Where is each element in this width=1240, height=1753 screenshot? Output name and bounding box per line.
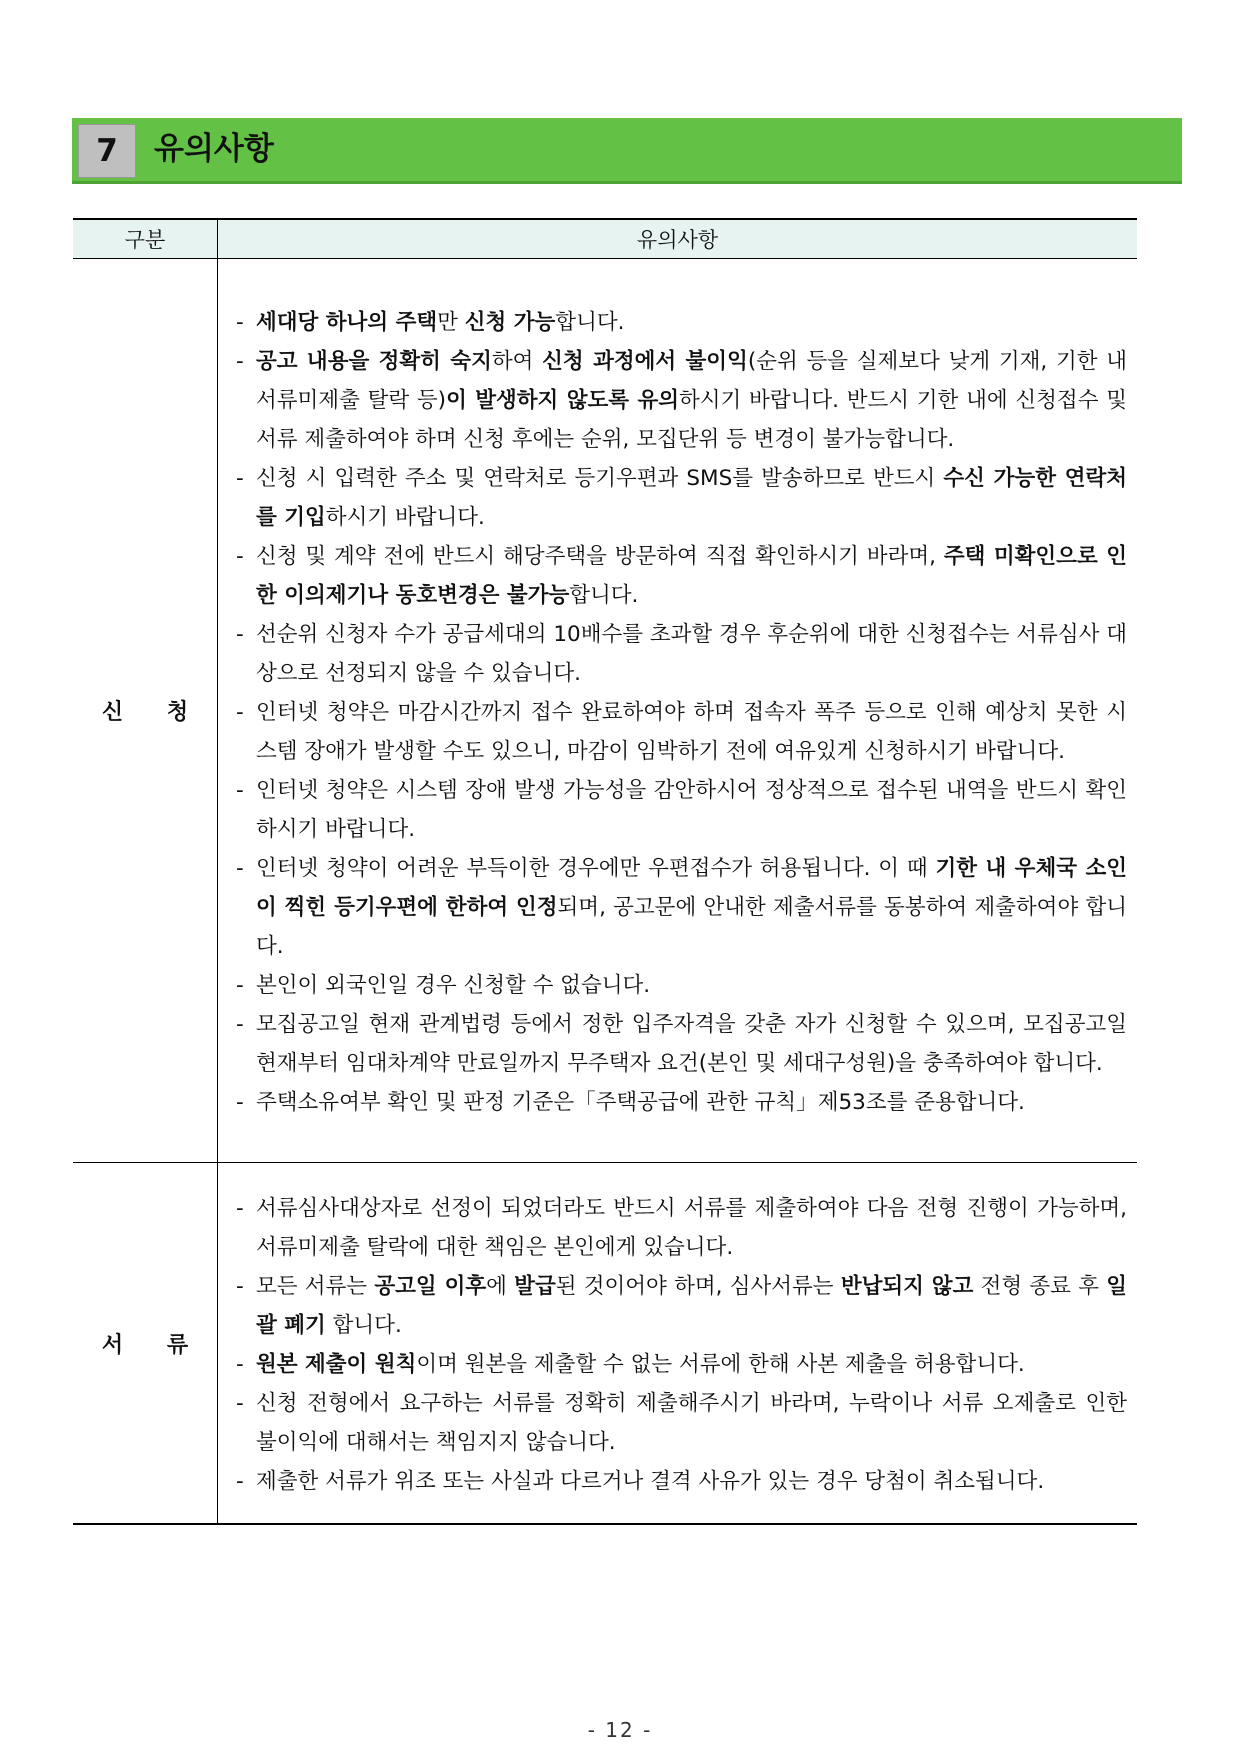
list-item	[228, 771, 1127, 849]
list-item	[228, 1267, 1127, 1345]
note-text: 인터넷 청약이 어려운 부득이한 경우에만 우편접수가 허용됩니다. 이 때	[256, 856, 936, 881]
list-item	[228, 1462, 1127, 1501]
list-item	[228, 1083, 1127, 1122]
section-header	[72, 118, 1182, 184]
list-dash: -	[236, 1469, 244, 1494]
note-text: 합니다.	[555, 310, 625, 335]
note-text: 하여	[491, 349, 543, 374]
list-item	[228, 1345, 1127, 1384]
list-item	[228, 537, 1127, 615]
list-dash: -	[236, 1274, 244, 1299]
list-dash: -	[236, 1196, 244, 1221]
category-cell: 신 청	[73, 259, 218, 1163]
note-text: 신청 전형에서 요구하는 서류를 정확히 제출해주시기 바라며, 누락이나 서류 오제출로 인한 불이익에 대해서는 책임지지 않습니다.	[256, 1391, 1127, 1455]
header-notes: 유의사항	[218, 219, 1138, 259]
emphasis-text: 공고 내용을 정확히 숙지	[256, 349, 492, 374]
note-text: 본인이 외국인일 경우 신청할 수 없습니다.	[256, 973, 651, 998]
list-dash: -	[236, 622, 244, 647]
list-dash: -	[236, 1391, 244, 1416]
emphasis-text: 주택 미확인으로 인한 이의제기나 동호변경은 불가능	[256, 544, 1128, 608]
list-dash: -	[236, 1352, 244, 1377]
notes-cell	[218, 1163, 1138, 1525]
list-item	[228, 1384, 1127, 1462]
list-item	[228, 1189, 1127, 1267]
list-dash: -	[236, 1090, 244, 1115]
list-item	[228, 459, 1127, 537]
page-number: - 12 -	[587, 1718, 653, 1742]
note-text: 하시기 바랍니다.	[325, 505, 485, 530]
note-text: 서류심사대상자로 선정이 되었더라도 반드시 서류를 제출하여야 다음 전형 진행이 가능하며, 서류미제출 탈락에 대한 책임은 본인에게 있습니다.	[256, 1196, 1127, 1260]
note-text: 선순위 신청자 수가 공급세대의 10배수를 초과할 경우 후순위에 대한 신청접수는 서류심사 대상으로 선정되지 않을 수 있습니다.	[256, 622, 1127, 686]
list-dash: -	[236, 310, 244, 335]
note-text: 신청 및 계약 전에 반드시 해당주택을 방문하여 직접 확인하시기 바라며,	[256, 544, 944, 569]
list-dash: -	[236, 856, 244, 881]
emphasis-text: 기한 내 우체국 소인이 찍힌 등기우편에 한하여 인정	[256, 856, 1127, 920]
list-item	[228, 615, 1127, 693]
emphasis-text: 수신 가능한 연락처를 기입	[256, 466, 1128, 530]
note-text: 만	[437, 310, 465, 335]
notes-cell	[218, 259, 1138, 1163]
note-text: 하시기 바랍니다. 반드시 기한 내에 신청접수 및 서류 제출하여야 하며 신청 후에는 순위, 모집단위 등 변경이 불가능합니다.	[256, 388, 1127, 452]
note-text: 합니다.	[325, 1313, 402, 1338]
emphasis-text: 세대당 하나의 주택	[256, 310, 438, 335]
note-text: 된 것이어야 하며, 심사서류는	[555, 1274, 841, 1299]
notes-table	[73, 218, 1137, 1525]
note-text: 신청 시 입력한 주소 및 연락처로 등기우편과 SMS를 발송하므로 반드시	[256, 466, 944, 491]
emphasis-text: 일괄 폐기	[256, 1274, 1127, 1338]
list-dash: -	[236, 778, 244, 803]
note-text: 제출한 서류가 위조 또는 사실과 다르거나 결격 사유가 있는 경우 당첨이 취소됩니다.	[256, 1469, 1045, 1494]
emphasis-text: 신청 가능	[464, 310, 556, 335]
list-item	[228, 966, 1127, 1005]
emphasis-text: 이 발생하지 않도록 유의	[446, 388, 679, 413]
note-text: 에	[486, 1274, 515, 1299]
section-title: 유의사항	[154, 131, 274, 167]
note-text: 주택소유여부 확인 및 판정 기준은「주택공급에 관한 규칙」제53조를 준용합니다.	[256, 1090, 1025, 1115]
list-item	[228, 342, 1127, 459]
note-text: 되며, 공고문에 안내한 제출서류를 동봉하여 제출하여야 합니다.	[256, 895, 1127, 959]
list-item	[228, 849, 1127, 966]
emphasis-text: 반납되지 않고	[840, 1274, 974, 1299]
list-item	[228, 303, 1127, 342]
note-text: 모든 서류는	[256, 1274, 375, 1299]
emphasis-text: 발급	[514, 1274, 556, 1299]
note-text: 합니다.	[569, 583, 639, 608]
list-dash: -	[236, 700, 244, 725]
note-text: 인터넷 청약은 시스템 장애 발생 가능성을 감안하시어 정상적으로 접수된 내역을 반드시 확인하시기 바랍니다.	[256, 778, 1127, 842]
note-text: 모집공고일 현재 관계법령 등에서 정한 입주자격을 갖춘 자가 신청할 수 있으며, 모집공고일 현재부터 임대차계약 만료일까지 무주택자 요건(본인 및 세대구성원)을 충족하여야 합니다.	[256, 1012, 1127, 1076]
list-dash: -	[236, 544, 244, 569]
list-dash: -	[236, 973, 244, 998]
emphasis-text: 원본 제출이 원칙	[256, 1352, 417, 1377]
note-text: 이며 원본을 제출할 수 없는 서류에 한해 사본 제출을 허용합니다.	[416, 1352, 1025, 1377]
emphasis-text: 공고일 이후	[374, 1274, 487, 1299]
category-cell: 서 류	[73, 1163, 218, 1525]
table-header-row	[73, 219, 1137, 259]
table-row	[73, 259, 1137, 1163]
list-item	[228, 1005, 1127, 1083]
table-row	[73, 1163, 1137, 1525]
note-text: 인터넷 청약은 마감시간까지 접수 완료하여야 하며 접속자 폭주 등으로 인해 예상치 못한 시스템 장애가 발생할 수도 있으니, 마감이 임박하기 전에 여유있게 신청하시기 바랍니다.	[256, 700, 1127, 764]
list-item	[228, 693, 1127, 771]
section-number: 7	[78, 124, 136, 178]
list-dash: -	[236, 349, 244, 374]
list-dash: -	[236, 466, 244, 491]
note-text: 전형 종료 후	[973, 1274, 1107, 1299]
header-category: 구분	[73, 219, 218, 259]
list-dash: -	[236, 1012, 244, 1037]
note-text: (순위 등을 실제보다 낮게 기재, 기한 내 서류미제출 탈락 등)	[256, 349, 1128, 413]
emphasis-text: 신청 과정에서 불이익	[542, 349, 748, 374]
